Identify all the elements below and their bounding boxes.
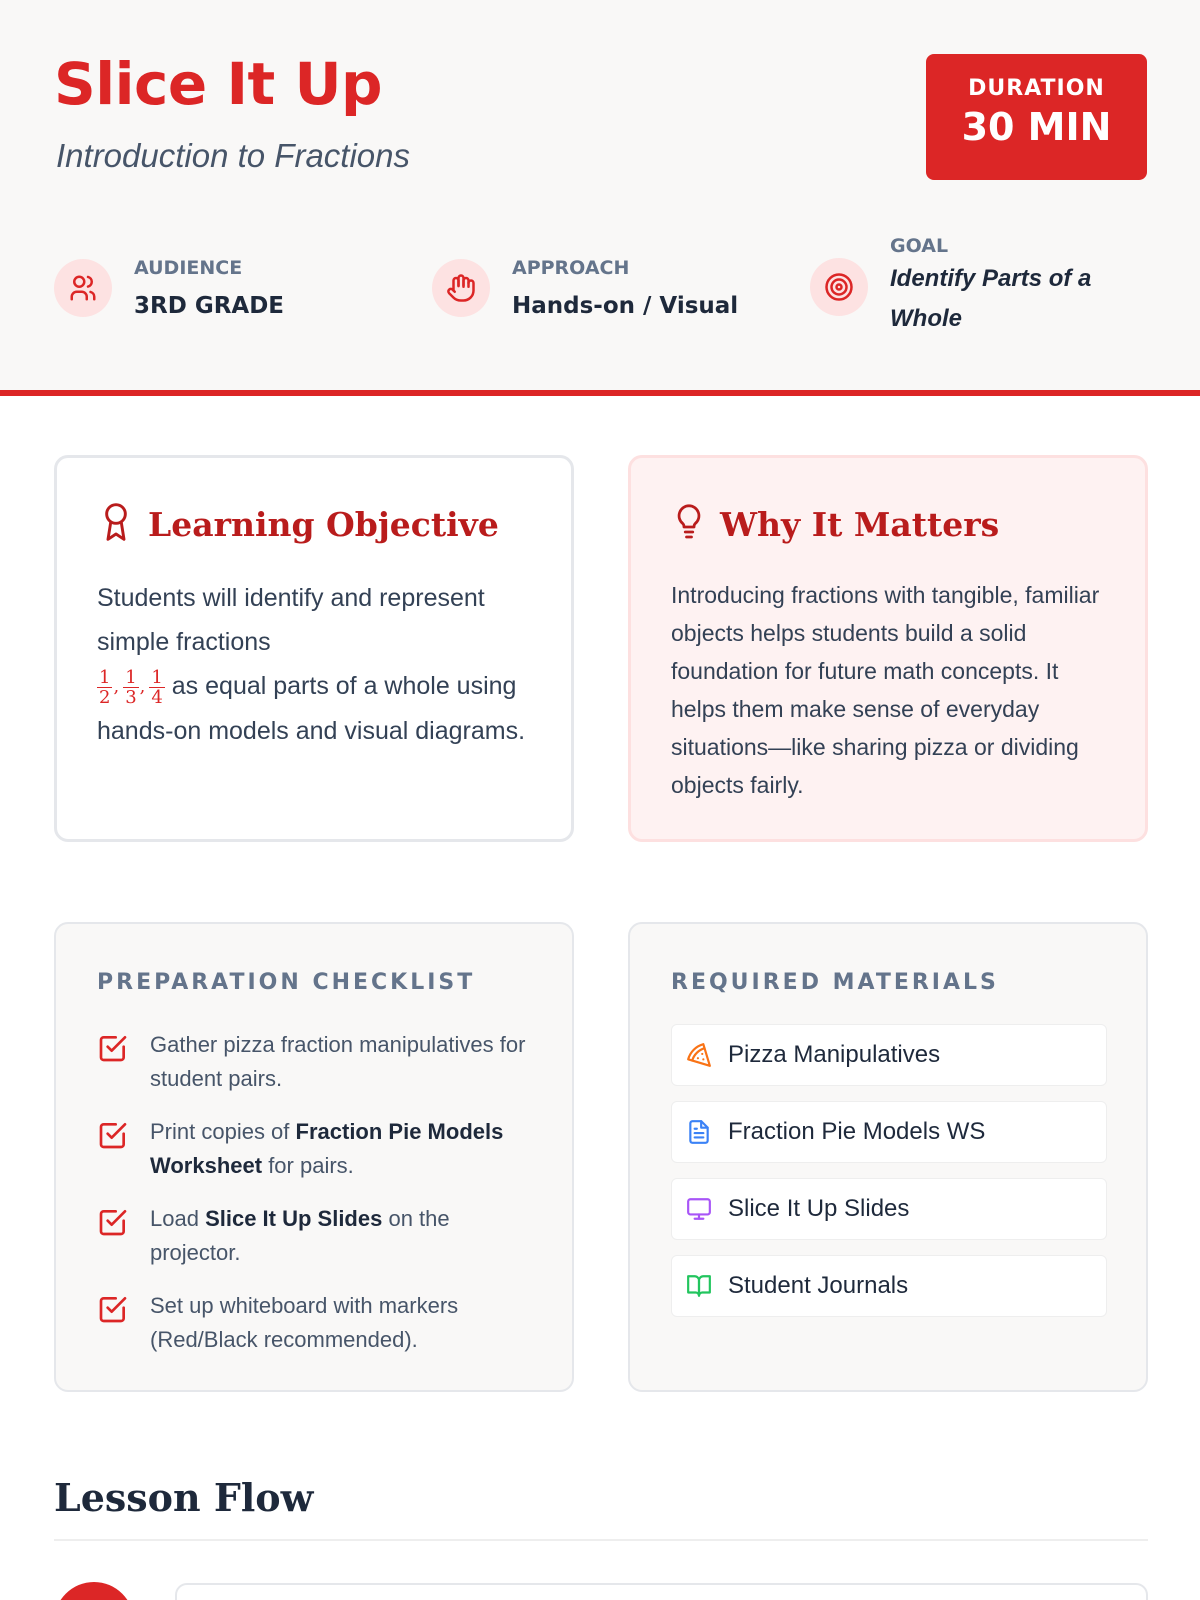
- checklist-item: [97, 1202, 537, 1270]
- checklist-item: [97, 1289, 537, 1357]
- checklist-title: PREPARATION CHECKLIST: [97, 970, 476, 995]
- material-label: Student Journals: [728, 1272, 909, 1299]
- meta-label: APPROACH: [512, 257, 630, 279]
- learning-objective-text: Students will identify and represent simple fractions $\frac{1}{2}$ , $\frac{1}{3}$ , $\frac{1}{4}$ as equal parts of a whole using hands-on models and visual diagrams.: [97, 584, 526, 746]
- book-icon: [684, 1271, 714, 1301]
- page-title: Slice It Up: [54, 50, 383, 118]
- users-icon: [54, 259, 112, 317]
- material-item: [671, 1255, 1107, 1317]
- duration-label: DURATION: [968, 76, 1105, 101]
- material-label: Pizza Manipulatives: [728, 1041, 941, 1068]
- material-item: [671, 1178, 1107, 1240]
- material-label: Slice It Up Slides: [728, 1195, 910, 1222]
- meta-value: 3RD GRADE: [134, 293, 285, 319]
- meta-label: GOAL: [890, 235, 949, 257]
- learning-objective-card: [54, 455, 574, 842]
- fraction-third: $\frac{1}{3}$: [125, 666, 137, 708]
- lesson-flow-title: Lesson Flow: [54, 1475, 314, 1520]
- objective-text-after: as equal parts of a whole using hands-on models and visual diagrams.: [97, 672, 526, 746]
- goal-line-2: Whole: [890, 305, 962, 332]
- meta-goal: [810, 235, 1091, 339]
- preparation-checklist-panel: [54, 922, 574, 1392]
- flow-step-card: [175, 1583, 1148, 1600]
- meta-value: [890, 259, 1091, 339]
- learning-objective-title: Learning Objective: [148, 505, 499, 544]
- required-materials-panel: [628, 922, 1148, 1392]
- checklist-item-text: Set up whiteboard with markers (Red/Black recommended).: [150, 1293, 459, 1352]
- header: [0, 0, 1200, 396]
- monitor-icon: [684, 1194, 714, 1224]
- checklist: [97, 1028, 537, 1376]
- target-icon: [810, 258, 868, 316]
- duration-badge: [926, 54, 1147, 180]
- checklist-item-text: Gather pizza fraction manipulatives for student pairs.: [150, 1032, 526, 1091]
- lightbulb-icon: [674, 502, 704, 547]
- checkbox-checked-icon: [97, 1206, 129, 1238]
- checklist-item-text: Load Slice It Up Slides on the projector.: [150, 1206, 450, 1265]
- hand-icon: [432, 259, 490, 317]
- meta-approach: [432, 257, 738, 319]
- checkbox-checked-icon: [97, 1119, 129, 1151]
- divider: [54, 1539, 1148, 1541]
- materials-list: [671, 1024, 1107, 1332]
- meta-value: Hands-on / Visual: [512, 293, 739, 319]
- fraction-quarter: $\frac{1}{4}$: [151, 666, 163, 708]
- meta-audience: [54, 257, 284, 319]
- material-item: [671, 1024, 1107, 1086]
- duration-value: 30 MIN: [961, 105, 1112, 149]
- checklist-item: [97, 1028, 537, 1096]
- why-it-matters-text: Introducing fractions with tangible, familiar objects helps students build a solid foundation for future math concepts. It helps them make sense of everyday situations—like sharing pizza or dividing objects fairly.: [671, 582, 1100, 798]
- material-item: [671, 1101, 1107, 1163]
- checkbox-checked-icon: [97, 1032, 129, 1064]
- document-icon: [684, 1117, 714, 1147]
- objective-text-before: Students will identify and represent simple fractions: [97, 584, 485, 656]
- materials-title: REQUIRED MATERIALS: [671, 970, 999, 995]
- checklist-item-text: Print copies of Fraction Pie Models Worksheet for pairs.: [150, 1119, 504, 1178]
- why-it-matters-title: Why It Matters: [720, 505, 1000, 544]
- material-label: Fraction Pie Models WS: [728, 1118, 986, 1145]
- meta-label: AUDIENCE: [134, 257, 243, 279]
- checkbox-checked-icon: [97, 1293, 129, 1325]
- goal-line-1: Identify Parts of a: [890, 265, 1092, 292]
- award-icon: [100, 502, 132, 547]
- fraction-half: $\frac{1}{2}$: [99, 666, 111, 708]
- page-subtitle: Introduction to Fractions: [56, 137, 411, 174]
- checklist-item: [97, 1115, 537, 1183]
- pizza-icon: [684, 1040, 714, 1070]
- flow-step-marker: [54, 1582, 134, 1600]
- why-it-matters-card: [628, 455, 1148, 842]
